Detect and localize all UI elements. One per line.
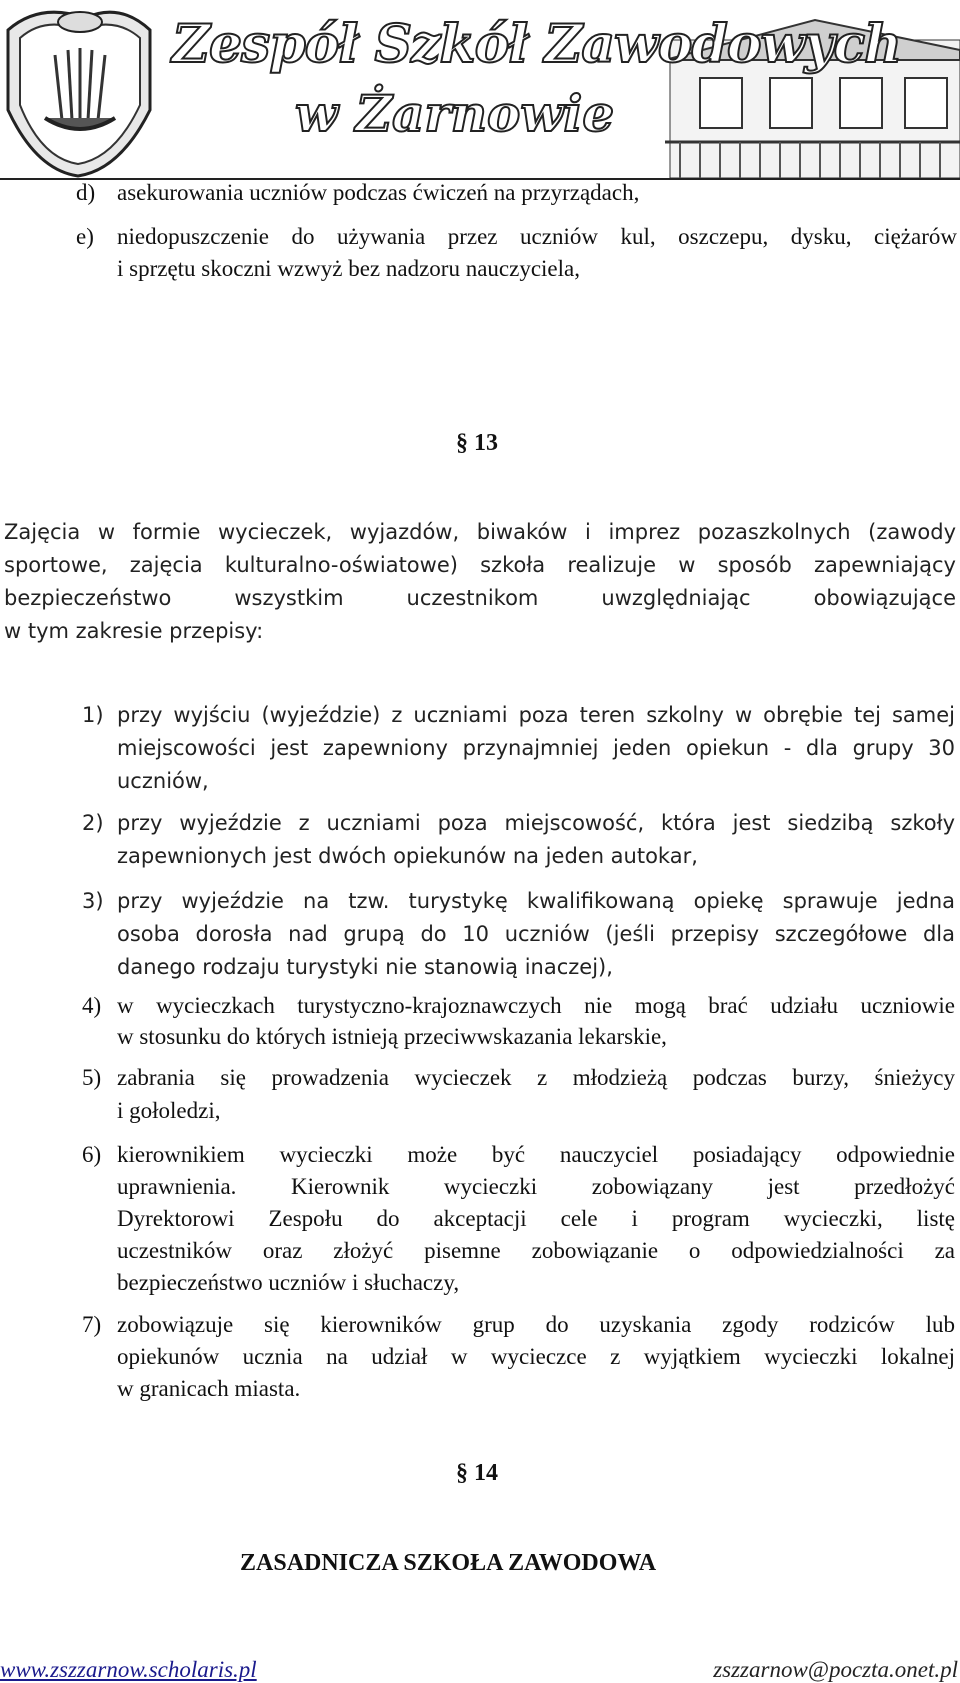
- list-item-3-line-3: danego rodzaju turystyki nie stanowią inaczej),: [117, 955, 613, 979]
- school-logo: [8, 12, 150, 176]
- school-name-title: Zespół Szkół Zawodowych: [172, 14, 901, 75]
- list-item-2-line-2: zapewnionych jest dwóch opiekunów na jeden autokar,: [117, 844, 698, 868]
- list-marker-6: 6): [82, 1142, 102, 1167]
- page-header: [0, 0, 960, 180]
- list-item-6-line-2: uprawnienia. Kierownik wycieczki zobowiązany jest przedłożyć: [117, 1174, 955, 1199]
- footer-email[interactable]: zszzarnow@poczta.onet.pl: [713, 1657, 958, 1682]
- list-item-1-line-2: miejscowości jest zapewniony przynajmniej jeden opiekun - dla grupy 30: [117, 736, 955, 760]
- list-marker-7: 7): [82, 1312, 102, 1337]
- list-item-1-line-1: przy wyjściu (wyjeździe) z uczniami poza teren szkolny w obrębie tej samej: [117, 703, 955, 727]
- section-13-heading: § 13: [456, 430, 498, 456]
- list-marker-4: 4): [82, 993, 102, 1018]
- list-marker-e: e): [76, 224, 94, 249]
- school-location-subtitle: w Żarnowie: [295, 84, 615, 143]
- section-13-paragraph-line-1: Zajęcia w formie wycieczek, wyjazdów, biwaków i imprez pozaszkolnych (zawody: [4, 520, 956, 544]
- section-14-heading: § 14: [456, 1460, 498, 1486]
- list-item-d: asekurowania uczniów podczas ćwiczeń na przyrządach,: [117, 180, 640, 205]
- list-item-5-line-2: i gołoledzi,: [117, 1098, 221, 1123]
- list-item-e-line-1: niedopuszczenie do używania przez uczniów kul, oszczepu, dysku, ciężarów: [117, 224, 957, 249]
- list-item-7-line-3: w granicach miasta.: [117, 1376, 301, 1401]
- list-item-1-line-3: uczniów,: [117, 769, 209, 793]
- list-marker-1: 1): [82, 703, 104, 727]
- list-item-7-line-2: opiekunów ucznia na udział w wycieczce z wyjątkiem wycieczki lokalnej: [117, 1344, 955, 1369]
- section-13-paragraph-line-2: sportowe, zajęcia kulturalno-oświatowe) szkoła realizuje w sposób zapewniający: [4, 553, 956, 577]
- list-item-6-line-4: uczestników oraz złożyć pisemne zobowiązanie o odpowiedzialności za: [117, 1238, 955, 1263]
- list-item-5-line-1: zabrania się prowadzenia wycieczek z młodzieżą podczas burzy, śnieżycy: [117, 1065, 955, 1090]
- list-item-2-line-1: przy wyjeździe z uczniami poza miejscowość, która jest siedzibą szkoły: [117, 811, 955, 835]
- list-item-4-line-1: w wycieczkach turystyczno-krajoznawczych nie mogą brać udziału uczniowie: [117, 993, 955, 1018]
- list-marker-2: 2): [82, 811, 104, 835]
- list-item-3-line-1: przy wyjeździe na tzw. turystykę kwalifikowaną opiekę sprawuje jedna: [117, 889, 955, 913]
- list-item-e-line-2: i sprzętu skoczni wzwyż bez nadzoru nauczyciela,: [117, 256, 580, 281]
- list-marker-d: d): [76, 180, 96, 205]
- list-item-7-line-1: zobowiązuje się kierowników grup do uzyskania zgody rodziców lub: [117, 1312, 955, 1337]
- list-item-3-line-2: osoba dorosła nad grupą do 10 uczniów (jeśli przepisy szczegółowe dla: [117, 922, 955, 946]
- list-item-6-line-1: kierownikiem wycieczki może być nauczyciel posiadający odpowiednie: [117, 1142, 955, 1167]
- section-13-paragraph-line-3: bezpieczeństwo wszystkim uczestnikom uwzględniając obowiązujące: [4, 586, 956, 610]
- list-item-6-line-3: Dyrektorowi Zespołu do akceptacji cele i program wycieczki, listę: [117, 1206, 955, 1231]
- list-marker-5: 5): [82, 1065, 102, 1090]
- list-item-6-line-5: bezpieczeństwo uczniów i słuchaczy,: [117, 1270, 460, 1295]
- footer-website-link[interactable]: www.zszzarnow.scholaris.pl: [0, 1657, 257, 1682]
- section-13-paragraph-line-4: w tym zakresie przepisy:: [4, 619, 264, 643]
- list-item-4-line-2: w stosunku do których istnieją przeciwwskazania lekarskie,: [117, 1024, 667, 1049]
- section-14-title: ZASADNICZA SZKOŁA ZAWODOWA: [240, 1550, 657, 1576]
- list-marker-3: 3): [82, 889, 104, 913]
